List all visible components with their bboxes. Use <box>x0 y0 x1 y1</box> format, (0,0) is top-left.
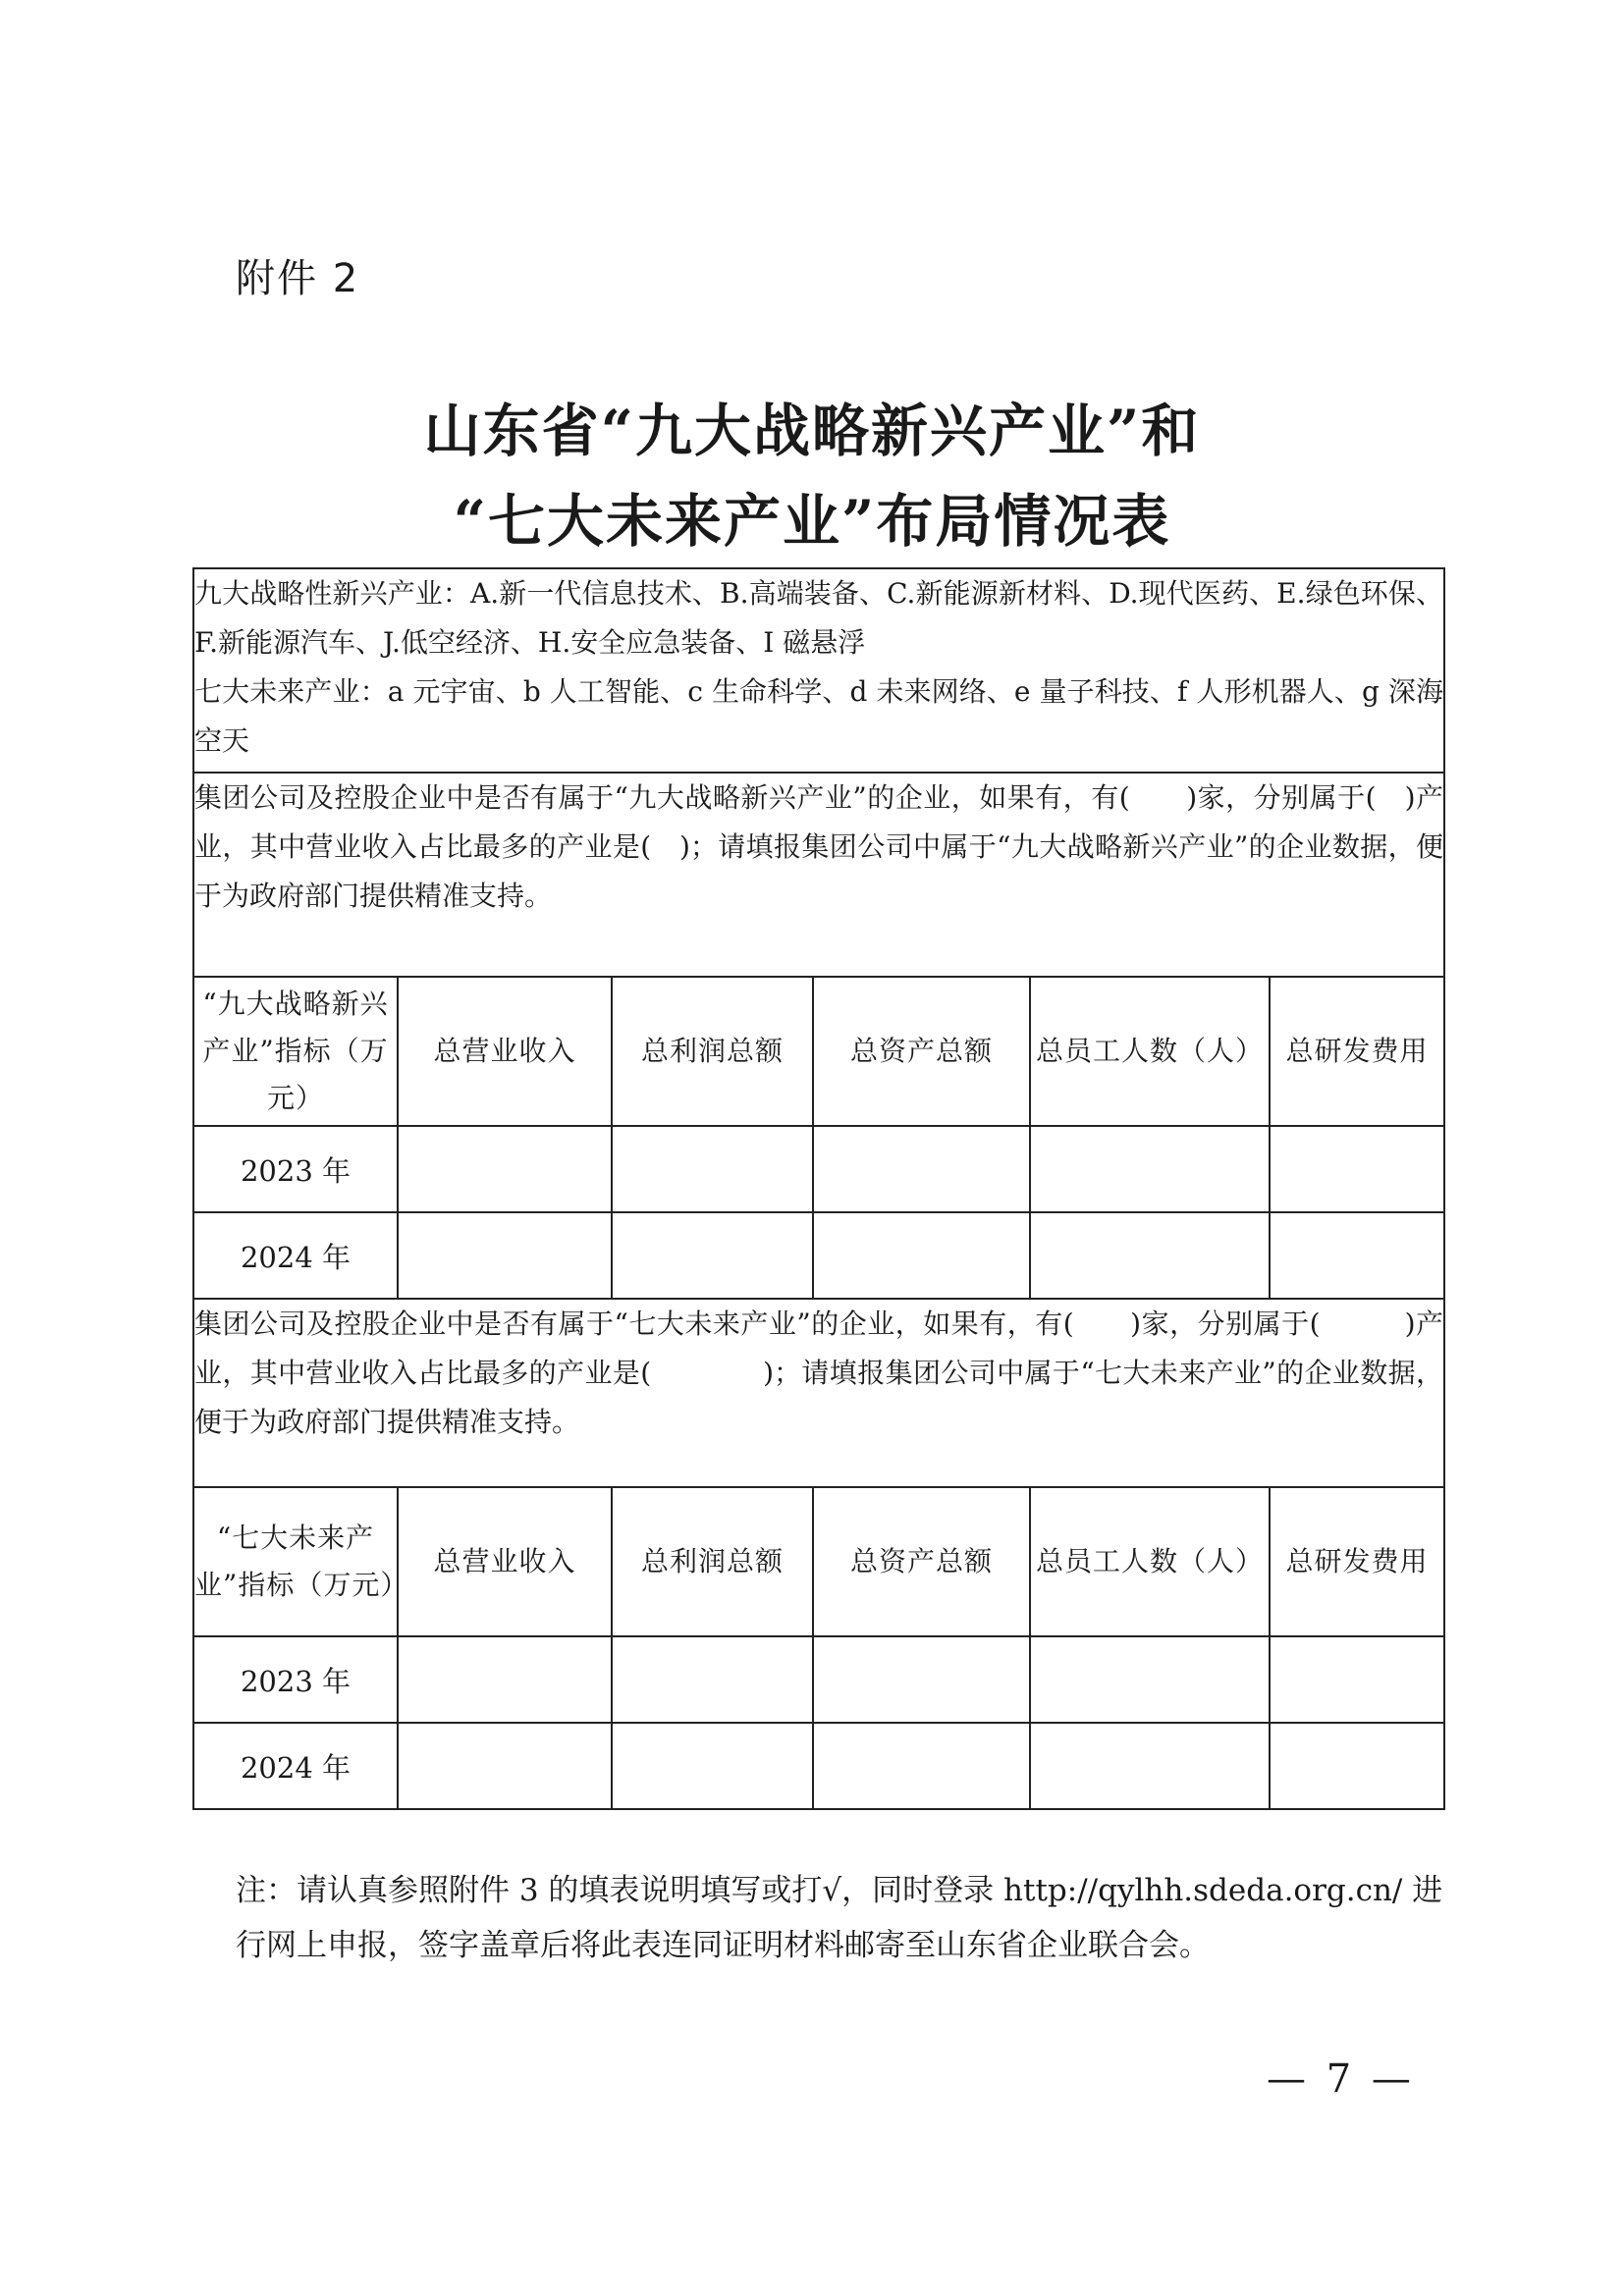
section1-2023-rnd-cell[interactable] <box>1270 1126 1444 1212</box>
section1-header-employees: 总员工人数（人） <box>1030 977 1270 1126</box>
section2-2024-assets-cell[interactable] <box>813 1723 1030 1809</box>
future-industries-list: 七大未来产业：a 元宇宙、b 人工智能、c 生命科学、d 未来网络、e 量子科技、f 人形机器人、g 深海空天 <box>194 675 1444 757</box>
section2-header-employees: 总员工人数（人） <box>1030 1487 1270 1636</box>
layout-form-table <box>192 567 1445 1810</box>
section2-2024-profit-cell[interactable] <box>612 1723 813 1809</box>
section2-2024-revenue-cell[interactable] <box>398 1723 612 1809</box>
page-title-line-1: 山东省“九大战略新兴产业”和 <box>423 398 1201 464</box>
section2-2024-employees-cell[interactable] <box>1030 1723 1270 1809</box>
section1-2024-assets-cell[interactable] <box>813 1212 1030 1299</box>
section1-2023-assets-cell[interactable] <box>813 1126 1030 1212</box>
section2-row-2024-label: 2024 年 <box>193 1723 398 1809</box>
section1-row-2024-label: 2024 年 <box>193 1212 398 1299</box>
section2-header-assets: 总资产总额 <box>813 1487 1030 1636</box>
section1-header-rnd: 总研发费用 <box>1270 977 1444 1126</box>
section2-header-indicator: “七大未来产业”指标（万元） <box>193 1487 398 1636</box>
section1-2023-revenue-cell[interactable] <box>398 1126 612 1212</box>
section2-row-2023-label: 2023 年 <box>193 1636 398 1723</box>
section2-header-rnd: 总研发费用 <box>1270 1487 1444 1636</box>
section1-header-revenue: 总营业收入 <box>398 977 612 1126</box>
section1-header-assets: 总资产总额 <box>813 977 1030 1126</box>
section1-2023-employees-cell[interactable] <box>1030 1126 1270 1212</box>
page-number: — 7 — <box>1267 2056 1415 2102</box>
section2-header-profit: 总利润总额 <box>612 1487 813 1636</box>
section1-2024-rnd-cell[interactable] <box>1270 1212 1444 1299</box>
section1-2024-revenue-cell[interactable] <box>398 1212 612 1299</box>
section1-header-indicator: “九大战略新兴产业”指标（万元） <box>193 977 398 1126</box>
section2-2023-employees-cell[interactable] <box>1030 1636 1270 1723</box>
footnote: 注：请认真参照附件 3 的填表说明填写或打√，同时登录 http://qylhh.sdeda.org.cn/ 进行网上申报，签字盖章后将此表连同证明材料邮寄至山东省企业联合会。 <box>236 1873 1443 1963</box>
section2-2023-revenue-cell[interactable] <box>398 1636 612 1723</box>
section1-2024-employees-cell[interactable] <box>1030 1212 1270 1299</box>
section2-2023-assets-cell[interactable] <box>813 1636 1030 1723</box>
section1-row-2023-label: 2023 年 <box>193 1126 398 1212</box>
section2-header-revenue: 总营业收入 <box>398 1487 612 1636</box>
section2-2023-rnd-cell[interactable] <box>1270 1636 1444 1723</box>
section1-question: 集团公司及控股企业中是否有属于“九大战略新兴产业”的企业，如果有，有( )家，分别属于( )产业，其中营业收入占比最多的产业是( )；请填报集团公司中属于“九大战略新兴产业”的企业数据，便于为政府部门提供精准支持。 <box>193 773 1444 977</box>
attachment-label: 附件 2 <box>236 256 360 301</box>
section1-2024-profit-cell[interactable] <box>612 1212 813 1299</box>
section2-2023-profit-cell[interactable] <box>612 1636 813 1723</box>
strategic-industries-list: 九大战略性新兴产业：A.新一代信息技术、B.高端装备、C.新能源新材料、D.现代医药、E.绿色环保、F.新能源汽车、J.低空经济、H.安全应急装备、I 磁悬浮 <box>194 577 1444 659</box>
section1-2023-profit-cell[interactable] <box>612 1126 813 1212</box>
page-title-line-2: “七大未来产业”布局情况表 <box>453 488 1171 555</box>
industry-list-note <box>193 568 1444 773</box>
section1-header-profit: 总利润总额 <box>612 977 813 1126</box>
section2-2024-rnd-cell[interactable] <box>1270 1723 1444 1809</box>
section2-question: 集团公司及控股企业中是否有属于“七大未来产业”的企业，如果有，有( )家，分别属于( )产业，其中营业收入占比最多的产业是( )；请填报集团公司中属于“七大未来产业”的企业数据，便于为政府部门提供精准支持。 <box>193 1299 1444 1487</box>
